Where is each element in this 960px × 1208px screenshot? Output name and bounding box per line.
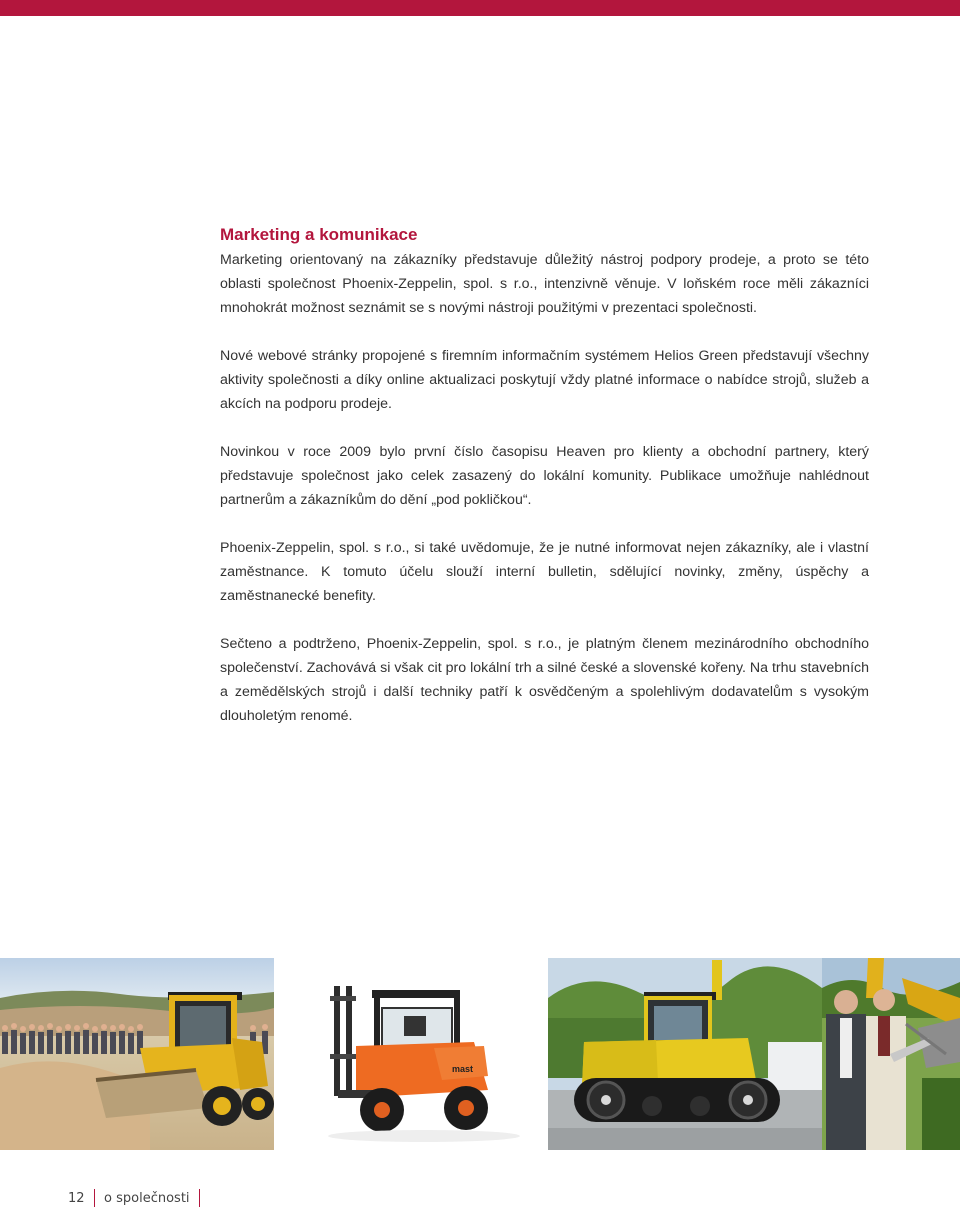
paragraph-bulletin: Phoenix-Zeppelin, spol. s r.o., si také uvědomuje, že je nutné informovat nejen zákazníky, ale i vlastní zaměstnance. K tomuto účelu slouží interní bulletin, sdělující novinky, změny, úspěchy a zaměstnanecké benefity. <box>220 540 869 604</box>
page-footer <box>68 1188 209 1208</box>
top-accent-bar <box>0 0 960 16</box>
forklift-brand-label <box>452 1064 473 1074</box>
page-number: 12 <box>68 1190 85 1206</box>
paragraph-intro: Marketing orientovaný na zákazníky představuje důležitý nástroj podpory prodeje, a proto se této oblasti společnost Phoenix-Zeppelin, spol. s r.o., intenzivně věnuje. V loňském roce měli zákazníci mnohokrát možnost seznámit se s novými nástroji použitými v prezentaci společnosti. <box>220 252 869 316</box>
paragraph-website: Nové webové stránky propojené s firemním informačním systémem Helios Green představují všechny aktivity společnosti a díky online aktualizaci poskytují vždy platné informace o nabídce strojů, služeb a akcích na podporu prodeje. <box>220 348 869 412</box>
footer-separator <box>94 1189 96 1207</box>
article <box>220 224 869 752</box>
paragraph-summary: Sečteno a podtrženo, Phoenix-Zeppelin, spol. s r.o., je platným členem mezinárodního obchodního společenství. Zachovává si však cit pro lokální trh a silné české a slovenské kořeny. Na trhu stavebních a zemědělských strojů i další techniky patří k osvědčeným a spolehlivým dodavatelům s vysokým dlouholetým renomé. <box>220 636 869 724</box>
paragraph-magazine: Novinkou v roce 2009 bylo první číslo časopisu Heaven pro klienty a obchodní partnery, který představuje společnost jako celek zasazený do lokální komunity. Publikace umožňuje nahlédnout partnerům a zákazníkům do dění „pod pokličkou“. <box>220 444 869 508</box>
forklift-brand-text: mast <box>452 1064 474 1074</box>
section-heading: Marketing a komunikace <box>220 225 418 244</box>
photo-strip <box>0 958 960 1150</box>
footer-separator-end <box>199 1189 201 1207</box>
photo-ceremony-excavator <box>822 958 960 1150</box>
footer-section-label: o společnosti <box>104 1190 190 1206</box>
photo-tracked-tractor <box>548 958 822 1150</box>
photo-forklift <box>274 958 548 1150</box>
photo-skid-steer-loader <box>0 958 274 1150</box>
